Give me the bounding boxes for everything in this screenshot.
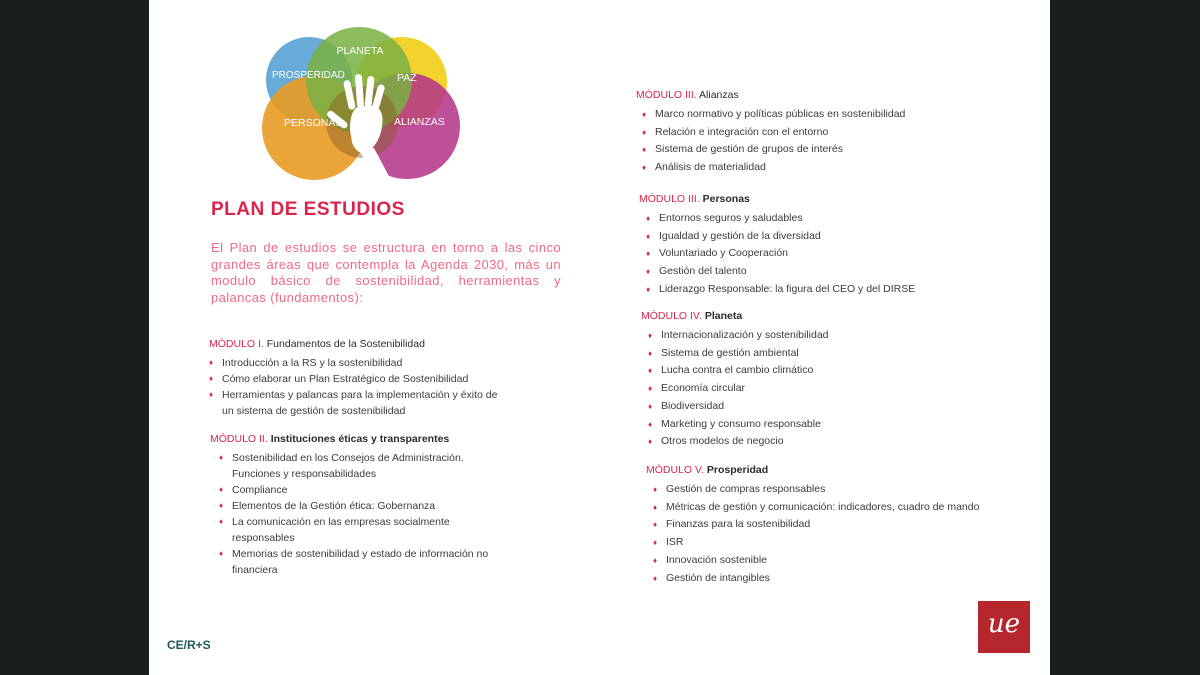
list-item-continuation: un sistema de gestión de sostenibilidad [222,405,406,417]
module-3b-name: Personas [702,193,750,205]
list-item-continuation: Funciones y responsabilidades [232,468,377,480]
module-3b-number: MÓDULO III. [639,193,700,205]
list-item: ♦ Elementos de la Gestión ética: Gobernanza [219,498,488,514]
list-item: ♦ Lucha contra el cambio climático [648,362,829,380]
list-item: ♦ Cómo elaborar un Plan Estratégico de Sostenibilidad [209,371,497,387]
module-3a-number: MÓDULO III. [636,89,697,101]
module-5-heading [646,462,979,479]
list-item: ♦ Análisis de materialidad [642,159,905,177]
list-item: ♦ Innovación sostenible [653,552,979,570]
module-2-heading [210,431,488,448]
list-item: ♦ Compliance [219,482,488,498]
module-4-list [648,327,829,451]
module-3b-list [646,210,915,299]
module-3a-name: Alianzas [699,89,739,101]
agenda-2030-diagram [254,22,469,182]
list-item: ♦ Sistema de gestión de grupos de interés [642,141,905,159]
list-item: ♦ Herramientas y palancas para la implementación y éxito de [209,387,497,403]
module-3a-list [642,106,905,176]
footer-label: CE/R+S [167,638,211,652]
label-alianzas: ALIANZAS [394,116,445,128]
module-1-list [209,355,497,419]
list-item: ♦ Igualdad y gestión de la diversidad [646,228,915,246]
list-item: ♦ Introducción a la RS y la sostenibilidad [209,355,497,371]
list-item: ♦ ISR [653,534,979,552]
list-item: ♦ Finanzas para la sostenibilidad [653,516,979,534]
list-item: ♦ Memorias de sostenibilidad y estado de información no [219,546,488,562]
list-item: ♦ Marketing y consumo responsable [648,416,829,434]
page-title: PLAN DE ESTUDIOS [211,199,405,220]
list-item-continuation: responsables [232,532,295,544]
module-3-personas [639,191,915,299]
module-1-name: Fundamentos de la Sostenibilidad [266,338,425,350]
module-5-name: Prosperidad [706,464,769,476]
list-item: ♦ Métricas de gestión y comunicación: indicadores, cuadro de mando [653,499,979,517]
module-1-heading [209,336,497,353]
module-5-number: MÓDULO V. [646,464,704,476]
list-item: ♦ La comunicación en las empresas socialmente [219,514,488,530]
label-prosperidad: PROSPERIDAD [272,70,345,81]
module-4-number: MÓDULO IV. [641,310,702,322]
module-2-list [219,450,488,578]
list-item: ♦ Otros modelos de negocio [648,433,829,451]
list-item: ♦ Sistema de gestión ambiental [648,345,829,363]
list-item: ♦ Entornos seguros y saludables [646,210,915,228]
list-item: ♦ Marco normativo y políticas públicas en sostenibilidad [642,106,905,124]
list-item: ♦ Internacionalización y sostenibilidad [648,327,829,345]
list-item: ♦ Voluntariado y Cooperación [646,245,915,263]
module-3a-heading [636,87,905,104]
module-3-alianzas [636,87,905,176]
module-5-list [653,481,979,587]
label-personas: PERSONAS [284,117,343,129]
list-item: ♦ Relación e integración con el entorno [642,124,905,142]
module-2-name: Instituciones éticas y transparentes [270,433,450,445]
module-1 [209,336,497,419]
label-paz: PAZ [397,72,417,84]
module-5 [646,462,979,587]
university-logo [978,601,1030,653]
slide [149,0,1050,675]
label-planeta: PLANETA [336,45,384,57]
module-4 [641,308,829,451]
list-item: ♦ Biodiversidad [648,398,829,416]
module-2 [210,431,488,578]
list-item: ♦ Liderazgo Responsable: la figura del CEO y del DIRSE [646,281,915,299]
list-item-continuation: financiera [232,564,278,576]
list-item: ♦ Gestión del talento [646,263,915,281]
university-logo-text: ue [987,609,1021,639]
list-item: ♦ Gestión de compras responsables [653,481,979,499]
intro-paragraph: El Plan de estudios se estructura en torno a las cinco grandes áreas que contempla la Agenda 2030, más un modulo básico de sostenibilidad, herramientas y palancas (fundamentos): [211,240,561,305]
module-2-number: MÓDULO II. [210,433,268,445]
list-item: ♦ Gestión de intangibles [653,570,979,588]
module-3b-heading [639,191,915,208]
list-item: ♦ Economía circular [648,380,829,398]
module-1-number: MÓDULO I. [209,338,264,350]
list-item: ♦ Sostenibilidad en los Consejos de Administración. [219,450,488,466]
module-4-name: Planeta [704,310,743,322]
module-4-heading [641,308,829,325]
